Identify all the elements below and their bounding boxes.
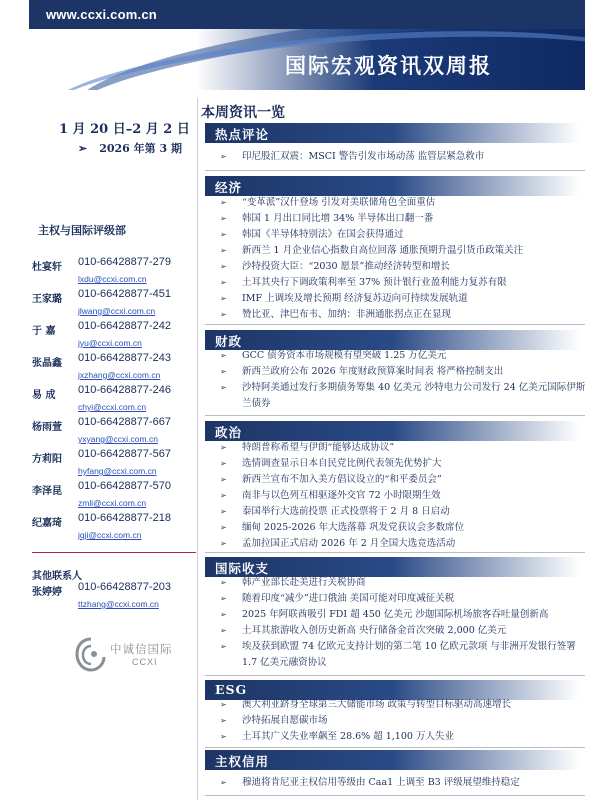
list-item[interactable]: ➢ 随着印度“减少”进口俄油 美国可能对印度减征关税: [218, 591, 588, 607]
list-item[interactable]: ➢ 韩国《半导体特别法》在国会获得通过: [218, 227, 588, 243]
contact-phone: 010-66428877-246: [78, 384, 171, 396]
arrow-bullet-icon: ➢: [220, 278, 227, 287]
contact-entry: [32, 320, 192, 352]
issue-number: [78, 140, 182, 156]
section-rule: [205, 324, 585, 325]
section-header-balance-of-payments: [205, 557, 580, 577]
contact-name: 杨雨萱: [32, 422, 62, 433]
arrow-bullet-icon: ➢: [220, 732, 227, 741]
contact-email[interactable]: jqji@ccxi.com.cn: [78, 530, 142, 540]
arrow-bullet-icon: ➢: [220, 367, 227, 376]
list-item[interactable]: ➢ 赞比亚、津巴布韦、加纳：非洲通胀拐点正在显现: [218, 307, 588, 323]
section-rule: [205, 552, 585, 553]
contact-name: 方莉阳: [32, 454, 62, 465]
section-header-sovereign-credit: [205, 750, 580, 770]
logo-subtext: CCXI: [132, 657, 158, 667]
contact-list: [32, 256, 192, 544]
contact-phone: 010-66428877-279: [78, 256, 171, 268]
ccxi-logo: [74, 635, 184, 675]
arrow-bullet-icon: ➢: [220, 610, 227, 619]
section-rule: [205, 415, 585, 416]
logo-text: 中诚信国际: [110, 642, 173, 656]
arrow-bullet-icon: ➢: [220, 700, 227, 709]
arrow-bullet-icon: ➢: [220, 507, 227, 516]
ccxi-logo-mark-icon: [74, 635, 108, 675]
arrow-bullet-icon: ➢: [220, 351, 227, 360]
report-title: 国际宏观资讯双周报: [285, 54, 492, 78]
list-item[interactable]: ➢ IMF 上调埃及增长预期 经济复苏迈向可持续发展轨道: [218, 291, 588, 307]
arrow-bullet-icon: ➢: [220, 383, 227, 392]
section-items-hot-comments: [218, 149, 588, 165]
section-label: 热点评论: [215, 127, 270, 142]
contact-phone: 010-66428877-203: [78, 581, 171, 593]
arrow-bullet-icon: ➢: [220, 491, 227, 500]
list-item[interactable]: ➢ 埃及获到欧盟 74 亿欧元支持计划的第二笔 10 亿欧元款项 与非洲开发银行签署 1.7 亿美元融资协议: [220, 641, 576, 668]
section-label: 国际收支: [215, 561, 270, 576]
arrow-bullet-icon: ➢: [220, 626, 227, 635]
contact-email[interactable]: chyi@ccxi.com.cn: [78, 402, 147, 412]
section-header-politics: [205, 421, 580, 441]
sidebar-divider: [32, 552, 196, 553]
list-item[interactable]: ➢ 澳大利亚跻身全球第三大储能市场 政策与转型目标驱动高速增长: [218, 697, 588, 713]
arrow-bullet-icon: ➢: [220, 459, 227, 468]
contact-entry: [32, 512, 192, 544]
list-item[interactable]: ➢ 泰国举行大选前投票 正式投票将于 2 月 8 日启动: [218, 504, 588, 520]
list-item[interactable]: ➢ 土耳其旅游收入创历史新高 央行储备金首次突破 2,000 亿美元: [218, 623, 588, 639]
list-item[interactable]: ➢ 缅甸 2025-2026 年大选落幕 巩发党获议会多数席位: [218, 520, 588, 536]
main-title: 本周资讯一览: [201, 105, 285, 121]
arrow-bullet-icon: ➢: [78, 142, 88, 155]
arrow-bullet-icon: ➢: [220, 716, 227, 725]
contact-entry: [32, 416, 192, 448]
contact-email[interactable]: jyu@ccxi.com.cn: [78, 338, 142, 348]
contact-name: 纪嘉琦: [32, 518, 62, 529]
list-item[interactable]: ➢ 新西兰宣布不加入美方倡议设立的“和平委员会”: [218, 472, 588, 488]
section-label: 政治: [215, 425, 243, 440]
other-contacts-title: 其他联系人: [32, 571, 82, 582]
contact-email[interactable]: hyfang@ccxi.com.cn: [78, 466, 157, 476]
contact-entry: [32, 256, 192, 288]
arrow-bullet-icon: ➢: [220, 642, 227, 651]
arrow-bullet-icon: ➢: [220, 443, 227, 452]
contact-entry: [32, 384, 192, 416]
contact-phone: 010-66428877-567: [78, 448, 171, 460]
contact-entry: [32, 288, 192, 320]
contact-name: 李泽昆: [32, 486, 62, 497]
contact-phone: 010-66428877-667: [78, 416, 171, 428]
department-title: 主权与国际评级部: [38, 224, 126, 237]
contact-phone: 010-66428877-242: [78, 320, 171, 332]
arrow-bullet-icon: ➢: [220, 262, 227, 271]
list-item[interactable]: ➢ 选情调查显示日本自民党比例代表领先优势扩大: [218, 456, 588, 472]
arrow-bullet-icon: ➢: [220, 594, 227, 603]
list-item[interactable]: ➢ 韩国 1 月出口同比增 34% 半导体出口翻一番: [218, 211, 588, 227]
section-rule: [205, 747, 585, 748]
list-item[interactable]: ➢ “变革派”汉什登场 引发对美联储角色全面重估: [218, 195, 588, 211]
contact-name: 于 嘉: [32, 326, 56, 337]
contact-entry: [32, 448, 192, 480]
list-item[interactable]: ➢ 2025 年阿联酋吸引 FDI 超 450 亿美元 沙迦国际机场旅客吞吐量创新高: [218, 607, 588, 623]
section-items-economy: [218, 195, 588, 323]
list-item[interactable]: ➢ GCC 债务资本市场规模有望突破 1.25 万亿美元: [218, 348, 588, 364]
section-items-sovereign-credit: [218, 775, 588, 791]
section-header-hot-comments: [205, 123, 580, 143]
list-item[interactable]: ➢ 沙特拓展自愿碳市场: [218, 713, 588, 729]
list-item[interactable]: ➢ 孟加拉国正式启动 2026 年 2 月全国大选竞选活动: [218, 536, 588, 552]
date-range: 1 月 20 日–2 月 2 日: [59, 122, 190, 137]
contact-phone: 010-66428877-218: [78, 512, 171, 524]
arrow-bullet-icon: ➢: [220, 539, 227, 548]
contact-email[interactable]: lxdu@ccxi.com.cn: [78, 274, 147, 284]
arrow-bullet-icon: ➢: [220, 230, 227, 239]
section-header-fiscal: [205, 330, 580, 350]
arrow-bullet-icon: ➢: [220, 246, 227, 255]
arrow-bullet-icon: ➢: [220, 214, 227, 223]
section-rule: [205, 170, 585, 171]
list-item[interactable]: ➢ 韩产业部长赴美进行关税协商: [218, 575, 588, 591]
arrow-bullet-icon: ➢: [220, 523, 227, 532]
contact-name: 张婷婷: [32, 587, 62, 598]
arrow-bullet-icon: ➢: [220, 198, 227, 207]
list-item[interactable]: ➢ 南非与以色列互相驱逐外交官 72 小时限期生效: [218, 488, 588, 504]
arrow-bullet-icon: ➢: [220, 778, 227, 787]
list-item[interactable]: ➢ 新西兰政府公布 2026 年度财政预算案时间表 将严格控制支出: [218, 364, 588, 380]
contact-entry: [32, 480, 192, 512]
section-label: 主权信用: [215, 754, 270, 769]
list-item[interactable]: ➢ 特朗普称希望与伊朗“能够达成协议”: [218, 440, 588, 456]
arrow-bullet-icon: ➢: [220, 578, 227, 587]
contact-phone: 010-66428877-451: [78, 288, 171, 300]
section-header-economy: [205, 176, 580, 196]
issue-label: 2026 年第 3 期: [99, 142, 182, 155]
list-item[interactable]: ➢ 印尼股汇双震：MSCI 警告引发市场动荡 监管层紧急救市: [218, 149, 588, 165]
contact-email[interactable]: jxzhang@ccxi.com.cn: [78, 370, 161, 380]
contact-email[interactable]: ttzhang@ccxi.com.cn: [78, 599, 159, 609]
list-item[interactable]: ➢ 新西兰 1 月企业信心指数自高位回落 通胀预期升温引货币政策关注: [218, 243, 588, 259]
site-url[interactable]: www.ccxi.com.cn: [46, 7, 157, 22]
list-item[interactable]: ➢ 土耳其央行下调政策利率至 37% 预计银行业盈利能力复苏有限: [218, 275, 588, 291]
contact-entry: [32, 352, 192, 384]
section-items-esg: [218, 697, 588, 745]
contact-email[interactable]: zmli@ccxi.com.cn: [78, 498, 147, 508]
section-label: ESG: [215, 682, 248, 697]
contact-name: 王家璐: [32, 294, 62, 305]
other-contact-entry: [32, 581, 192, 613]
section-items-politics: [218, 440, 588, 552]
contact-name: 杜宴轩: [32, 262, 62, 273]
list-item[interactable]: ➢ 土耳其广义失业率飙至 28.6% 超 1,100 万人失业: [218, 729, 588, 745]
section-label: 财政: [215, 334, 243, 349]
section-rule: [205, 795, 585, 796]
list-item[interactable]: ➢ 穆迪将肯尼亚主权信用等级由 Caa1 上调至 B3 评级展望维持稳定: [218, 775, 588, 791]
list-item[interactable]: ➢ 沙特投资大臣：“2030 愿景”推动经济转型和增长: [218, 259, 588, 275]
contact-name: 张晶鑫: [32, 358, 62, 369]
contact-phone: 010-66428877-243: [78, 352, 171, 364]
contact-phone: 010-66428877-570: [78, 480, 171, 492]
contact-email[interactable]: yxyang@ccxi.com.cn: [78, 434, 158, 444]
list-item[interactable]: ➢ 沙特阿美通过发行多期债务筹集 40 亿美元 沙特电力公司发行 24 亿美元国际伊斯兰债券: [220, 382, 586, 409]
arrow-bullet-icon: ➢: [220, 475, 227, 484]
arrow-bullet-icon: ➢: [220, 294, 227, 303]
contact-name: 易 成: [32, 390, 56, 401]
contact-email[interactable]: jlwang@ccxi.com.cn: [78, 306, 156, 316]
arrow-bullet-icon: ➢: [220, 310, 227, 319]
section-items-fiscal: [218, 348, 588, 412]
arrow-bullet-icon: ➢: [220, 152, 227, 161]
section-rule: [205, 675, 585, 676]
section-label: 经济: [215, 180, 243, 195]
section-items-balance-of-payments: [218, 575, 588, 671]
column-divider: [197, 98, 198, 800]
